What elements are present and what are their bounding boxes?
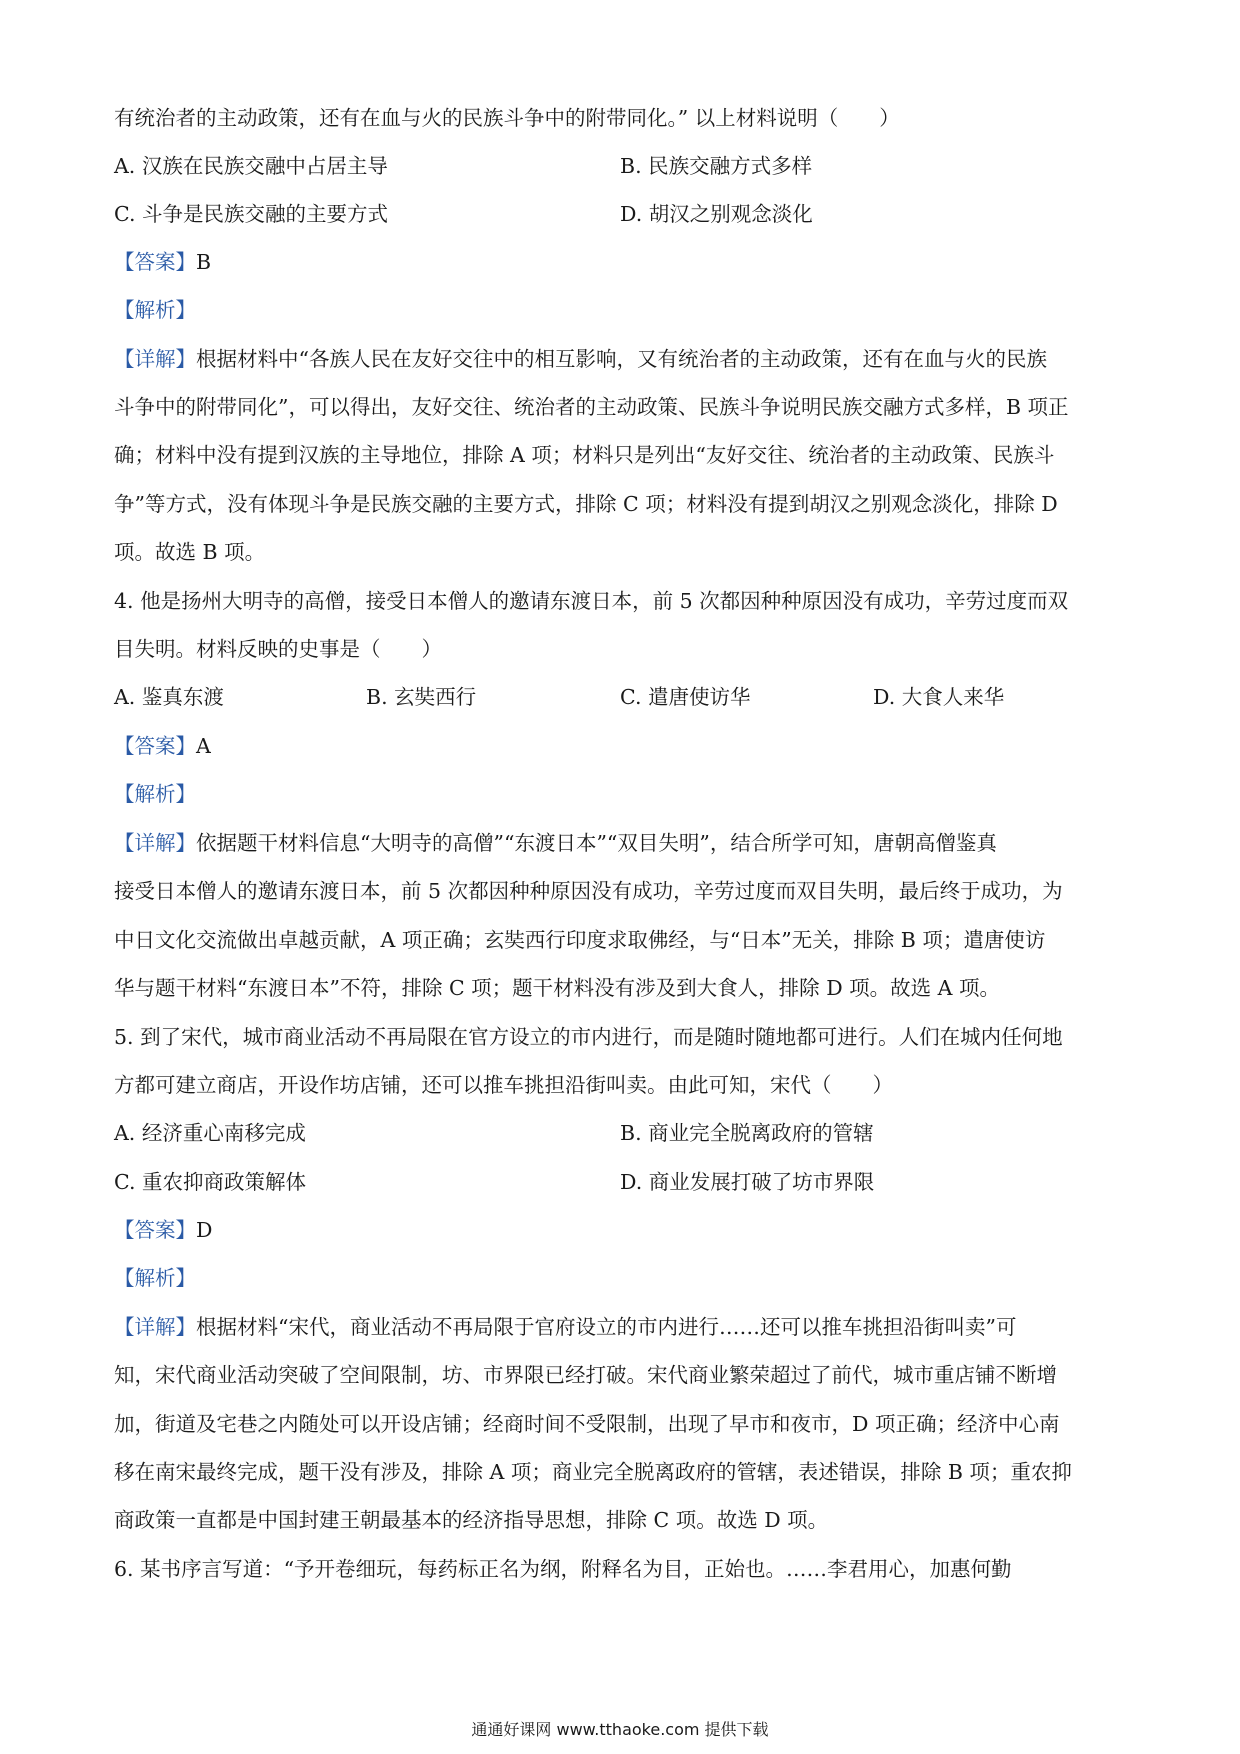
page-footer: 通通好课网 www.tthaoke.com 提供下载 (471, 1720, 769, 1739)
q3-option-b: B. 民族交融方式多样 (620, 154, 813, 178)
q4-detail-line: 中日文化交流做出卓越贡献，A 项正确；玄奘西行印度求取佛经，与“日本”无关，排除 B 项；遣唐使访 (114, 928, 1046, 952)
answer-value: B (196, 250, 212, 274)
detail-text: 根据材料中“各族人民在友好交往中的相互影响，又有统治者的主动政策，还有在血与火的民族 (196, 347, 1047, 371)
q3-detail-line: 争”等方式，没有体现斗争是民族交融的主要方式，排除 C 项；材料没有提到胡汉之别观念淡化，排除 D (114, 492, 1058, 516)
q4-detail-line: 接受日本僧人的邀请东渡日本，前 5 次都因种种原因没有成功，辛劳过度而双目失明，最后终于成功，为 (114, 879, 1063, 903)
q4-option-b: B. 玄奘西行 (366, 685, 477, 709)
q5-detail-line: 知，宋代商业活动突破了空间限制，坊、市界限已经打破。宋代商业繁荣超过了前代，城市重店铺不断增 (114, 1363, 1057, 1387)
q3-detail-line: 项。故选 B 项。 (114, 540, 266, 564)
q5-analysis (114, 1263, 196, 1293)
analysis-label: 【解析】 (114, 782, 196, 806)
q5-option-d: D. 商业发展打破了坊市界限 (620, 1170, 875, 1194)
q5-option-b: B. 商业完全脱离政府的管辖 (620, 1121, 874, 1145)
q4-detail-line (114, 828, 997, 858)
q4-stem-line: 4. 他是扬州大明寺的高僧，接受日本僧人的邀请东渡日本，前 5 次都因种种原因没有成功，辛劳过度而双 (114, 589, 1069, 613)
q5-answer (114, 1215, 212, 1245)
answer-label: 【答案】 (114, 250, 196, 274)
q3-stem-tail: 有统治者的主动政策，还有在血与火的民族斗争中的附带同化。” 以上材料说明（ ） (114, 106, 900, 130)
detail-text: 依据题干材料信息“大明寺的高僧”“东渡日本”“双目失明”，结合所学可知，唐朝高僧鉴真 (196, 831, 997, 855)
answer-value: A (196, 734, 211, 758)
detail-text: 根据材料“宋代，商业活动不再局限于官府设立的市内进行……还可以推车挑担沿街叫卖”可 (196, 1315, 1017, 1339)
q3-analysis (114, 295, 196, 325)
answer-value: D (196, 1218, 213, 1242)
q5-detail-line (114, 1312, 1016, 1342)
q4-analysis (114, 779, 196, 809)
q5-detail-line: 加，街道及宅巷之内随处可以开设店铺；经商时间不受限制，出现了早市和夜市，D 项正确；经济中心南 (114, 1412, 1060, 1436)
q3-option-d: D. 胡汉之别观念淡化 (620, 202, 813, 226)
q5-stem-line: 5. 到了宋代，城市商业活动不再局限在官方设立的市内进行，而是随时随地都可进行。人们在城内任何地 (114, 1025, 1063, 1049)
q3-detail-line: 斗争中的附带同化”，可以得出，友好交往、统治者的主动政策、民族斗争说明民族交融方式多样，B 项正 (114, 395, 1069, 419)
detail-label: 【详解】 (114, 1315, 196, 1339)
q5-option-a: A. 经济重心南移完成 (114, 1121, 306, 1145)
answer-label: 【答案】 (114, 1218, 196, 1242)
q4-stem-line: 目失明。材料反映的史事是（ ） (114, 637, 442, 661)
q4-option-d: D. 大食人来华 (873, 685, 1005, 709)
q3-answer (114, 247, 211, 277)
detail-label: 【详解】 (114, 347, 196, 371)
q3-option-a: A. 汉族在民族交融中占居主导 (114, 154, 388, 178)
q4-option-c: C. 遣唐使访华 (620, 685, 751, 709)
q5-option-c: C. 重农抑商政策解体 (114, 1170, 306, 1194)
answer-label: 【答案】 (114, 734, 196, 758)
analysis-label: 【解析】 (114, 1266, 196, 1290)
detail-label: 【详解】 (114, 831, 196, 855)
q4-answer (114, 731, 211, 761)
q5-detail-line: 商政策一直都是中国封建王朝最基本的经济指导思想，排除 C 项。故选 D 项。 (114, 1508, 829, 1532)
q5-detail-line: 移在南宋最终完成，题干没有涉及，排除 A 项；商业完全脱离政府的管辖，表述错误，排除 B 项；重农抑 (114, 1460, 1072, 1484)
q6-stem-line: 6. 某书序言写道：“予开卷细玩，每药标正名为纲，附释名为目，正始也。……李君用心，加惠何勤 (114, 1557, 1012, 1581)
q5-stem-line: 方都可建立商店，开设作坊店铺，还可以推车挑担沿街叫卖。由此可知，宋代（ ） (114, 1073, 893, 1097)
analysis-label: 【解析】 (114, 298, 196, 322)
q4-detail-line: 华与题干材料“东渡日本”不符，排除 C 项；题干材料没有涉及到大食人，排除 D 项。故选 A 项。 (114, 976, 1000, 1000)
q3-option-c: C. 斗争是民族交融的主要方式 (114, 202, 388, 226)
q4-option-a: A. 鉴真东渡 (114, 685, 224, 709)
q3-detail-line: 确；材料中没有提到汉族的主导地位，排除 A 项；材料只是列出“友好交往、统治者的主动政策、民族斗 (114, 443, 1055, 467)
q3-detail-line (114, 344, 1047, 374)
